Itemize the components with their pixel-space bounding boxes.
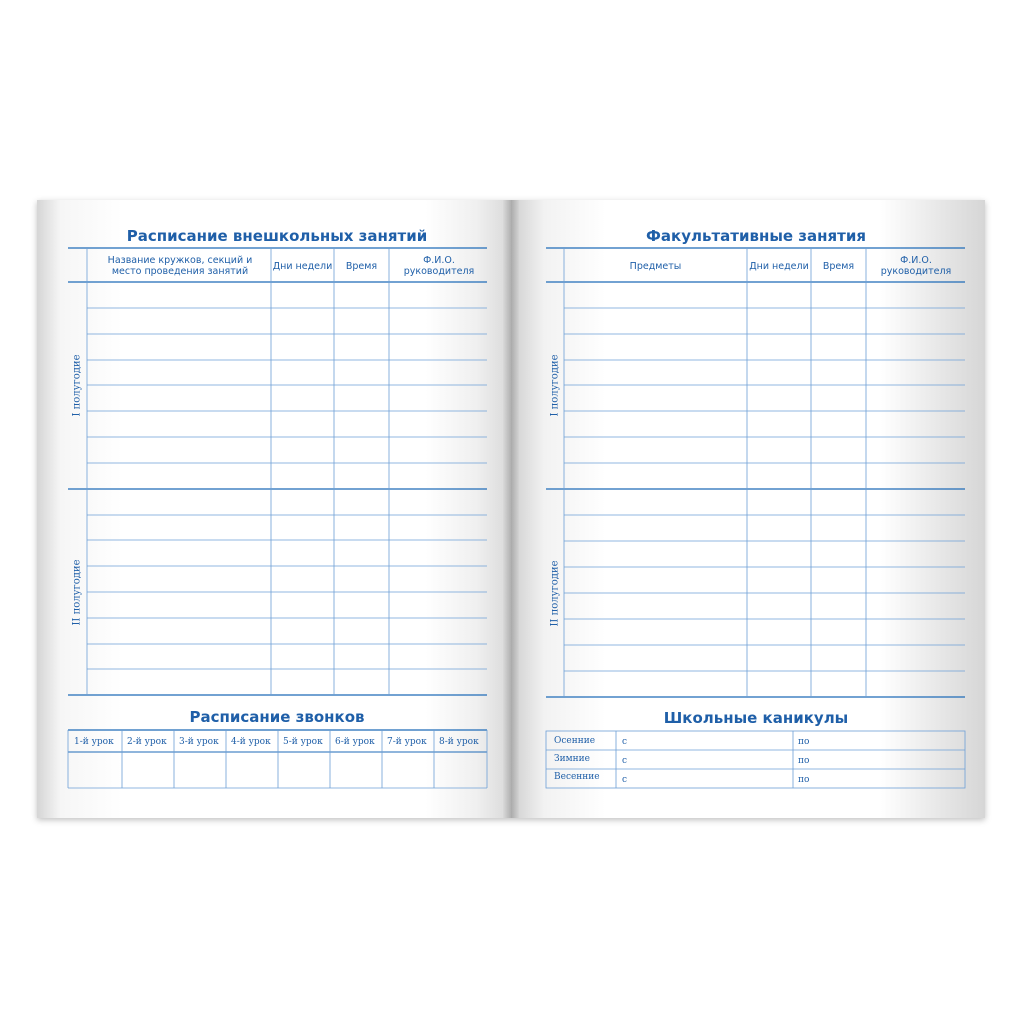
header-subjects: Предметы [629,261,682,272]
header-club-name: Название кружков, секций и место проведения занятий [107,255,253,277]
second-half-label: II полугодие [549,560,561,627]
bells-title: Расписание звонков [189,708,365,726]
holiday-winter-to: по [798,756,810,766]
binding-gutter [503,200,519,818]
holiday-spring-to: по [798,775,810,785]
lesson-3: 3-й урок [179,737,219,747]
header-supervisor: Ф.И.О. руководителя [880,255,952,277]
header-weekdays: Дни недели [272,261,333,272]
header-supervisor: Ф.И.О. руководителя [403,255,475,277]
lesson-2: 2-й урок [127,737,167,747]
lesson-1: 1-й урок [74,737,114,747]
right-page [511,200,985,818]
lesson-5: 5-й урок [283,737,323,747]
second-half-label: II полугодие [71,559,83,626]
bells-table [37,200,511,818]
first-half-label: I полугодие [71,354,83,417]
holiday-spring: Весенние [554,772,600,782]
header-time: Время [822,261,855,272]
holiday-winter-from: с [622,756,628,766]
left-page [37,200,511,818]
first-half-label: I полугодие [549,354,561,417]
diary-spread [37,200,985,818]
lesson-8: 8-й урок [439,737,479,747]
header-weekdays: Дни недели [749,261,809,272]
lesson-7: 7-й урок [387,737,427,747]
holiday-winter: Зимние [554,754,590,764]
holidays-title: Школьные каникулы [663,709,849,727]
header-time: Время [345,261,378,272]
holiday-autumn-from: с [622,737,628,747]
holidays-table [511,200,985,818]
extracurricular-title: Расписание внешкольных занятий [126,227,428,245]
electives-title: Факультативные занятия [646,227,866,245]
holiday-autumn: Осенние [554,736,596,746]
lesson-4: 4-й урок [231,737,271,747]
holiday-spring-from: с [622,775,628,785]
lesson-6: 6-й урок [335,737,375,747]
holiday-autumn-to: по [798,737,810,747]
